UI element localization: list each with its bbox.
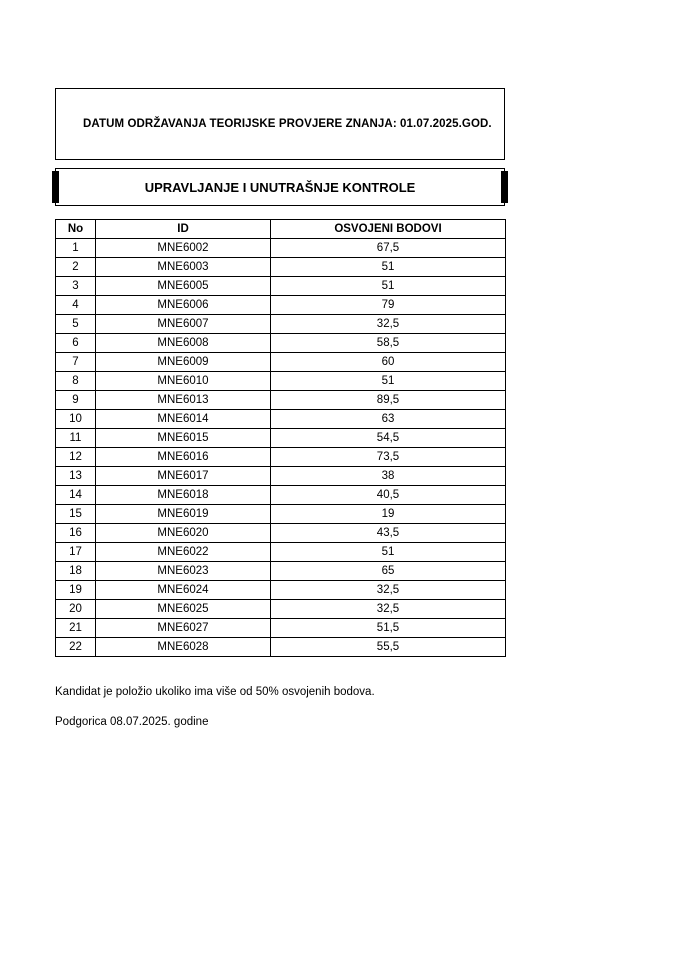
cell-id: MNE6018 xyxy=(96,486,271,505)
header-row xyxy=(56,220,506,239)
cell-no: 21 xyxy=(56,619,96,638)
cell-id: MNE6024 xyxy=(96,581,271,600)
cell-id: MNE6007 xyxy=(96,315,271,334)
table-row xyxy=(56,296,506,315)
cell-points: 73,5 xyxy=(271,448,506,467)
document-sheet xyxy=(55,88,505,657)
cell-id: MNE6008 xyxy=(96,334,271,353)
cell-id: MNE6028 xyxy=(96,638,271,657)
cell-id: MNE6017 xyxy=(96,467,271,486)
table-row xyxy=(56,391,506,410)
cell-id: MNE6005 xyxy=(96,277,271,296)
table-row xyxy=(56,258,506,277)
cell-no: 20 xyxy=(56,600,96,619)
cell-points: 32,5 xyxy=(271,581,506,600)
exam-title-text: UPRAVLJANJE I UNUTRAŠNJE KONTROLE xyxy=(144,179,416,195)
table-row xyxy=(56,239,506,258)
cell-id: MNE6016 xyxy=(96,448,271,467)
cell-points: 89,5 xyxy=(271,391,506,410)
cell-no: 8 xyxy=(56,372,96,391)
exam-date-header-text: DATUM ODRŽAVANJA TEORIJSKE PROVJERE ZNANJA: 01.07.2025.GOD. xyxy=(83,118,492,130)
cell-no: 18 xyxy=(56,562,96,581)
table-row xyxy=(56,619,506,638)
results-table-body xyxy=(56,239,506,657)
column-header-id: ID xyxy=(96,220,271,239)
cell-id: MNE6006 xyxy=(96,296,271,315)
cell-id: MNE6003 xyxy=(96,258,271,277)
cell-no: 19 xyxy=(56,581,96,600)
cell-points: 32,5 xyxy=(271,315,506,334)
cell-id: MNE6023 xyxy=(96,562,271,581)
cell-id: MNE6015 xyxy=(96,429,271,448)
table-row xyxy=(56,334,506,353)
cell-points: 51 xyxy=(271,277,506,296)
cell-points: 63 xyxy=(271,410,506,429)
cell-points: 43,5 xyxy=(271,524,506,543)
cell-id: MNE6013 xyxy=(96,391,271,410)
table-row xyxy=(56,486,506,505)
cell-points: 54,5 xyxy=(271,429,506,448)
cell-id: MNE6025 xyxy=(96,600,271,619)
table-row xyxy=(56,467,506,486)
cell-no: 17 xyxy=(56,543,96,562)
cell-points: 79 xyxy=(271,296,506,315)
results-table xyxy=(55,219,506,657)
cell-points: 51 xyxy=(271,258,506,277)
cell-id: MNE6002 xyxy=(96,239,271,258)
cell-points: 40,5 xyxy=(271,486,506,505)
cell-id: MNE6022 xyxy=(96,543,271,562)
cell-no: 9 xyxy=(56,391,96,410)
place-and-date: Podgorica 08.07.2025. godine xyxy=(55,716,209,728)
cell-no: 22 xyxy=(56,638,96,657)
table-row xyxy=(56,353,506,372)
cell-points: 58,5 xyxy=(271,334,506,353)
cell-points: 65 xyxy=(271,562,506,581)
cell-points: 51 xyxy=(271,543,506,562)
cell-id: MNE6014 xyxy=(96,410,271,429)
table-row xyxy=(56,372,506,391)
table-row xyxy=(56,277,506,296)
right-edge-mark xyxy=(501,171,508,203)
cell-no: 5 xyxy=(56,315,96,334)
table-row xyxy=(56,543,506,562)
cell-points: 60 xyxy=(271,353,506,372)
cell-no: 1 xyxy=(56,239,96,258)
cell-no: 14 xyxy=(56,486,96,505)
cell-no: 4 xyxy=(56,296,96,315)
cell-id: MNE6019 xyxy=(96,505,271,524)
cell-no: 16 xyxy=(56,524,96,543)
exam-title-box xyxy=(55,168,505,206)
table-row xyxy=(56,429,506,448)
column-header-no: No xyxy=(56,220,96,239)
exam-date-header xyxy=(55,88,505,160)
cell-points: 51,5 xyxy=(271,619,506,638)
table-row xyxy=(56,448,506,467)
table-row xyxy=(56,315,506,334)
cell-points: 51 xyxy=(271,372,506,391)
cell-points: 38 xyxy=(271,467,506,486)
cell-no: 12 xyxy=(56,448,96,467)
cell-no: 15 xyxy=(56,505,96,524)
cell-no: 7 xyxy=(56,353,96,372)
table-row xyxy=(56,524,506,543)
table-row xyxy=(56,562,506,581)
cell-no: 3 xyxy=(56,277,96,296)
table-row xyxy=(56,581,506,600)
column-header-points: OSVOJENI BODOVI xyxy=(271,220,506,239)
cell-no: 11 xyxy=(56,429,96,448)
cell-points: 32,5 xyxy=(271,600,506,619)
table-row xyxy=(56,600,506,619)
cell-points: 55,5 xyxy=(271,638,506,657)
cell-no: 2 xyxy=(56,258,96,277)
pass-criteria-note: Kandidat je položio ukoliko ima više od 50% osvojenih bodova. xyxy=(55,686,375,698)
table-row xyxy=(56,638,506,657)
table-row xyxy=(56,505,506,524)
cell-id: MNE6010 xyxy=(96,372,271,391)
cell-id: MNE6027 xyxy=(96,619,271,638)
cell-points: 19 xyxy=(271,505,506,524)
left-edge-mark xyxy=(52,171,59,203)
results-table-header xyxy=(56,220,506,239)
cell-no: 10 xyxy=(56,410,96,429)
cell-no: 6 xyxy=(56,334,96,353)
cell-points: 67,5 xyxy=(271,239,506,258)
table-row xyxy=(56,410,506,429)
cell-no: 13 xyxy=(56,467,96,486)
cell-id: MNE6009 xyxy=(96,353,271,372)
cell-id: MNE6020 xyxy=(96,524,271,543)
